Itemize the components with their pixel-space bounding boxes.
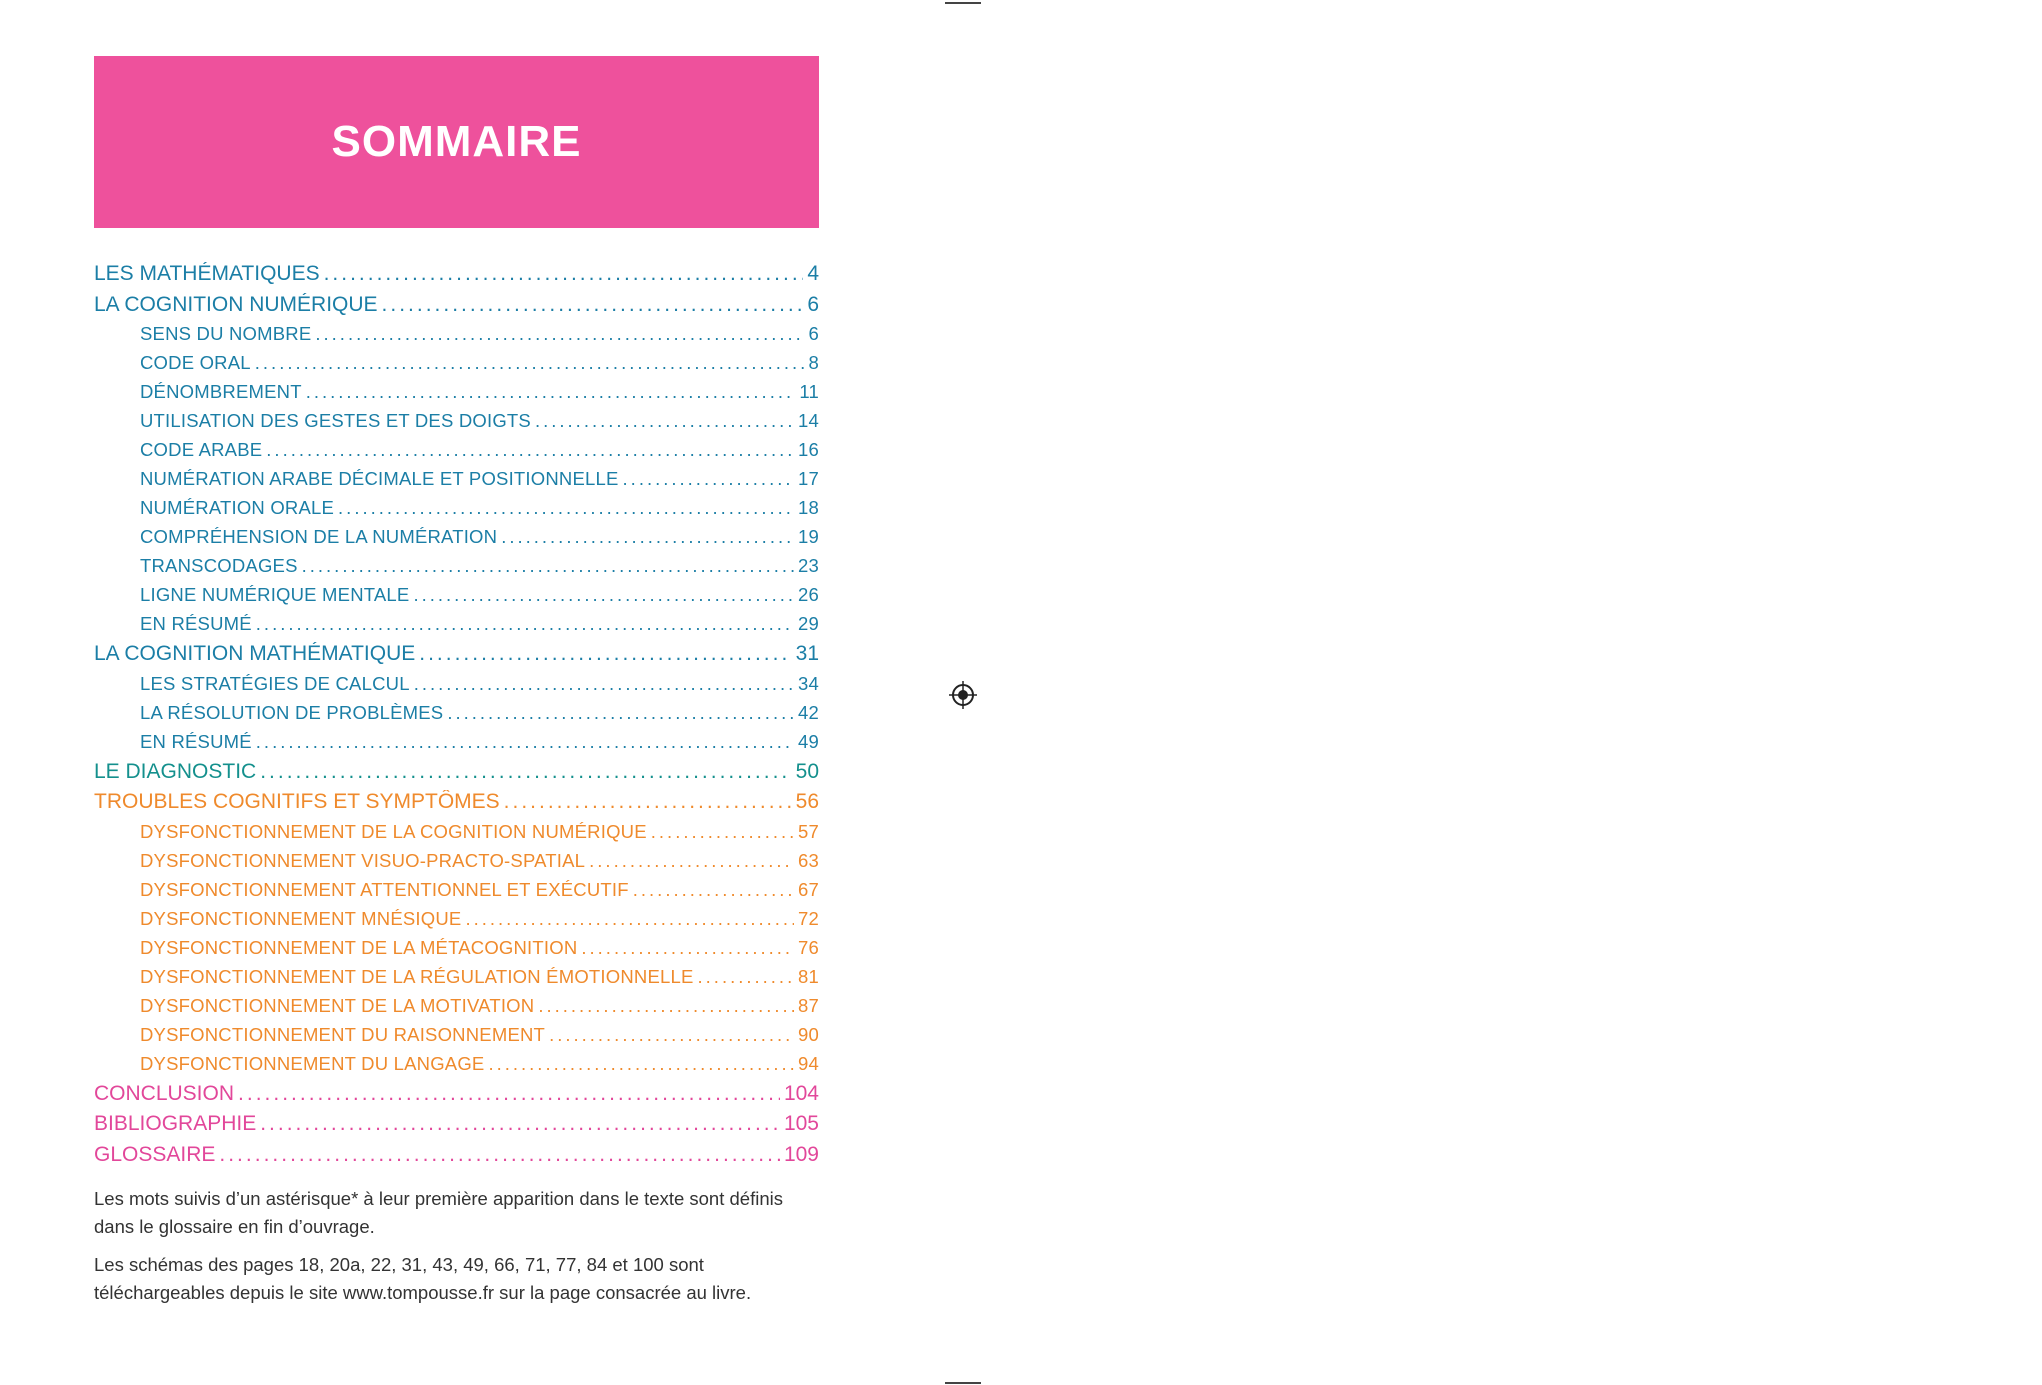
toc-section[interactable] [94, 555, 819, 584]
toc-section[interactable] [94, 323, 819, 352]
toc-section[interactable] [94, 995, 819, 1024]
toc-chapter[interactable] [94, 760, 819, 791]
toc-chapter[interactable] [94, 790, 819, 821]
toc-section[interactable] [94, 731, 819, 760]
toc-section[interactable] [94, 908, 819, 937]
toc-page-number: 8 [808, 352, 819, 373]
toc-page-number: 42 [798, 701, 819, 723]
toc-leader-dots [698, 966, 794, 988]
toc-section[interactable] [94, 821, 819, 850]
toc-label: DYSFONCTIONNEMENT DU LANGAGE [140, 1052, 485, 1074]
toc-label: EN RÉSUMÉ [140, 730, 252, 752]
toc-leader-dots [623, 468, 794, 490]
toc-page-number: 11 [799, 381, 819, 402]
toc-section[interactable] [94, 613, 819, 642]
toc-label: DYSFONCTIONNEMENT MNÉSIQUE [140, 907, 462, 929]
toc-section[interactable] [94, 702, 819, 731]
toc-page-number: 23 [798, 555, 819, 576]
footnotes [94, 1185, 824, 1317]
toc-leader-dots [256, 731, 794, 753]
toc-page-number: 76 [798, 936, 819, 958]
toc-label: DÉNOMBREMENT [140, 381, 302, 402]
registration-mark-icon [948, 680, 978, 710]
toc-leader-dots [219, 1143, 780, 1167]
toc-page-number: 105 [783, 1112, 819, 1135]
toc-page-number: 6 [807, 292, 819, 316]
toc-leader-dots [413, 584, 794, 606]
toc-label: DYSFONCTIONNEMENT VISUO-PRACTO-SPATIAL [140, 849, 586, 871]
note-glossary: Les mots suivis d’un astérisque* à leur première apparition dans le texte sont définis dans le glossaire en fin d’ouvrage. [94, 1188, 783, 1237]
toc-section[interactable] [94, 497, 819, 526]
toc-page-number: 26 [798, 584, 819, 605]
toc-leader-dots [465, 908, 794, 930]
toc-leader-dots [504, 790, 792, 814]
toc-chapter[interactable] [94, 293, 819, 324]
toc-chapter[interactable] [94, 1082, 819, 1113]
toc-leader-dots [419, 642, 791, 666]
toc-page-number: 6 [808, 323, 819, 344]
toc-leader-dots [538, 995, 794, 1017]
toc-leader-dots [488, 1053, 794, 1075]
toc-leader-dots [324, 262, 804, 286]
toc-section[interactable] [94, 439, 819, 468]
toc-section[interactable] [94, 850, 819, 879]
crop-mark-top [945, 2, 981, 4]
toc-page-number: 17 [798, 468, 819, 489]
toc-chapter[interactable] [94, 1112, 819, 1143]
toc-page-number: 56 [795, 790, 819, 813]
toc-leader-dots [447, 702, 794, 724]
table-of-contents [94, 262, 819, 1173]
toc-section[interactable] [94, 584, 819, 613]
toc-chapter[interactable] [94, 1143, 819, 1174]
toc-leader-dots [260, 1112, 780, 1136]
toc-label: SENS DU NOMBRE [140, 323, 312, 344]
toc-label: DYSFONCTIONNEMENT DE LA COGNITION NUMÉRIQUE [140, 820, 647, 842]
toc-page-number: 4 [807, 262, 819, 285]
toc-page-number: 90 [798, 1023, 819, 1045]
toc-page-number: 63 [798, 849, 819, 871]
toc-leader-dots [256, 613, 794, 635]
toc-page-number: 29 [798, 613, 819, 634]
toc-page-number: 104 [783, 1081, 819, 1105]
toc-label: TRANSCODAGES [140, 555, 298, 576]
toc-label: LA COGNITION NUMÉRIQUE [94, 292, 378, 316]
toc-leader-dots [302, 555, 794, 577]
toc-leader-dots [535, 410, 794, 432]
toc-leader-dots [549, 1024, 794, 1046]
toc-page-number: 94 [798, 1052, 819, 1074]
toc-leader-dots [306, 381, 796, 403]
toc-page-number: 81 [798, 965, 819, 987]
toc-leader-dots [414, 673, 794, 695]
toc-label: LE DIAGNOSTIC [94, 759, 257, 783]
toc-label: CODE ORAL [140, 352, 251, 373]
toc-page-number: 16 [798, 439, 819, 460]
toc-label: BIBLIOGRAPHIE [94, 1112, 257, 1135]
toc-page-number: 34 [798, 672, 819, 694]
toc-label: DYSFONCTIONNEMENT DE LA MOTIVATION [140, 994, 535, 1016]
toc-label: DYSFONCTIONNEMENT DE LA RÉGULATION ÉMOTIONNELLE [140, 965, 694, 987]
toc-leader-dots [633, 879, 794, 901]
toc-label: CODE ARABE [140, 439, 263, 460]
toc-label: GLOSSAIRE [94, 1142, 216, 1166]
toc-label: EN RÉSUMÉ [140, 613, 252, 634]
toc-page-number: 31 [795, 642, 819, 665]
toc-label: DYSFONCTIONNEMENT ATTENTIONNEL ET EXÉCUTIF [140, 878, 629, 900]
toc-section[interactable] [94, 1053, 819, 1082]
title-banner [94, 56, 819, 228]
toc-leader-dots [255, 352, 805, 374]
toc-page-number: 19 [798, 526, 819, 547]
toc-section[interactable] [94, 937, 819, 966]
toc-section[interactable] [94, 879, 819, 908]
toc-page-number: 18 [798, 497, 819, 518]
note-downloads: Les schémas des pages 18, 20a, 22, 31, 43, 49, 66, 71, 77, 84 et 100 sont téléchargeables depuis le site www.tompousse.fr sur la page consacrée au livre. [94, 1254, 752, 1303]
toc-section[interactable] [94, 468, 819, 497]
toc-section[interactable] [94, 410, 819, 439]
toc-label: NUMÉRATION ORALE [140, 497, 335, 518]
toc-leader-dots [651, 821, 794, 843]
toc-label: LIGNE NUMÉRIQUE MENTALE [140, 584, 410, 605]
toc-label: DYSFONCTIONNEMENT DU RAISONNEMENT [140, 1023, 546, 1045]
toc-leader-dots [266, 439, 794, 461]
toc-label: NUMÉRATION ARABE DÉCIMALE ET POSITIONNELLE [140, 468, 619, 489]
toc-page-number: 87 [798, 994, 819, 1016]
toc-label: CONCLUSION [94, 1081, 235, 1105]
page-title: SOMMAIRE [331, 117, 582, 166]
toc-leader-dots [501, 526, 794, 548]
toc-label: UTILISATION DES GESTES ET DES DOIGTS [140, 410, 531, 431]
toc-section[interactable] [94, 526, 819, 555]
toc-label: LA COGNITION MATHÉMATIQUE [94, 642, 416, 665]
toc-page-number: 50 [795, 759, 819, 783]
toc-label: LES STRATÉGIES DE CALCUL [140, 672, 410, 694]
toc-leader-dots [260, 760, 791, 784]
toc-section[interactable] [94, 966, 819, 995]
toc-page-number: 72 [798, 907, 819, 929]
toc-section[interactable] [94, 381, 819, 410]
toc-leader-dots [581, 937, 794, 959]
toc-chapter[interactable] [94, 642, 819, 673]
toc-page-number: 14 [798, 410, 819, 431]
toc-leader-dots [238, 1082, 780, 1106]
toc-chapter[interactable] [94, 262, 819, 293]
toc-label: DYSFONCTIONNEMENT DE LA MÉTACOGNITION [140, 936, 578, 958]
toc-section[interactable] [94, 352, 819, 381]
toc-section[interactable] [94, 673, 819, 702]
toc-page-number: 49 [798, 730, 819, 752]
toc-section[interactable] [94, 1024, 819, 1053]
toc-label: COMPRÉHENSION DE LA NUMÉRATION [140, 526, 498, 547]
toc-page-number: 67 [798, 878, 819, 900]
toc-leader-dots [589, 850, 794, 872]
toc-label: LES MATHÉMATIQUES [94, 262, 320, 285]
toc-leader-dots [382, 293, 804, 317]
toc-label: LA RÉSOLUTION DE PROBLÈMES [140, 701, 444, 723]
toc-leader-dots [338, 497, 794, 519]
crop-mark-bottom [945, 1382, 981, 1384]
toc-leader-dots [315, 323, 804, 345]
toc-page-number: 109 [783, 1142, 819, 1166]
toc-page-number: 57 [798, 820, 819, 842]
toc-label: TROUBLES COGNITIFS ET SYMPTÔMES [94, 790, 500, 813]
